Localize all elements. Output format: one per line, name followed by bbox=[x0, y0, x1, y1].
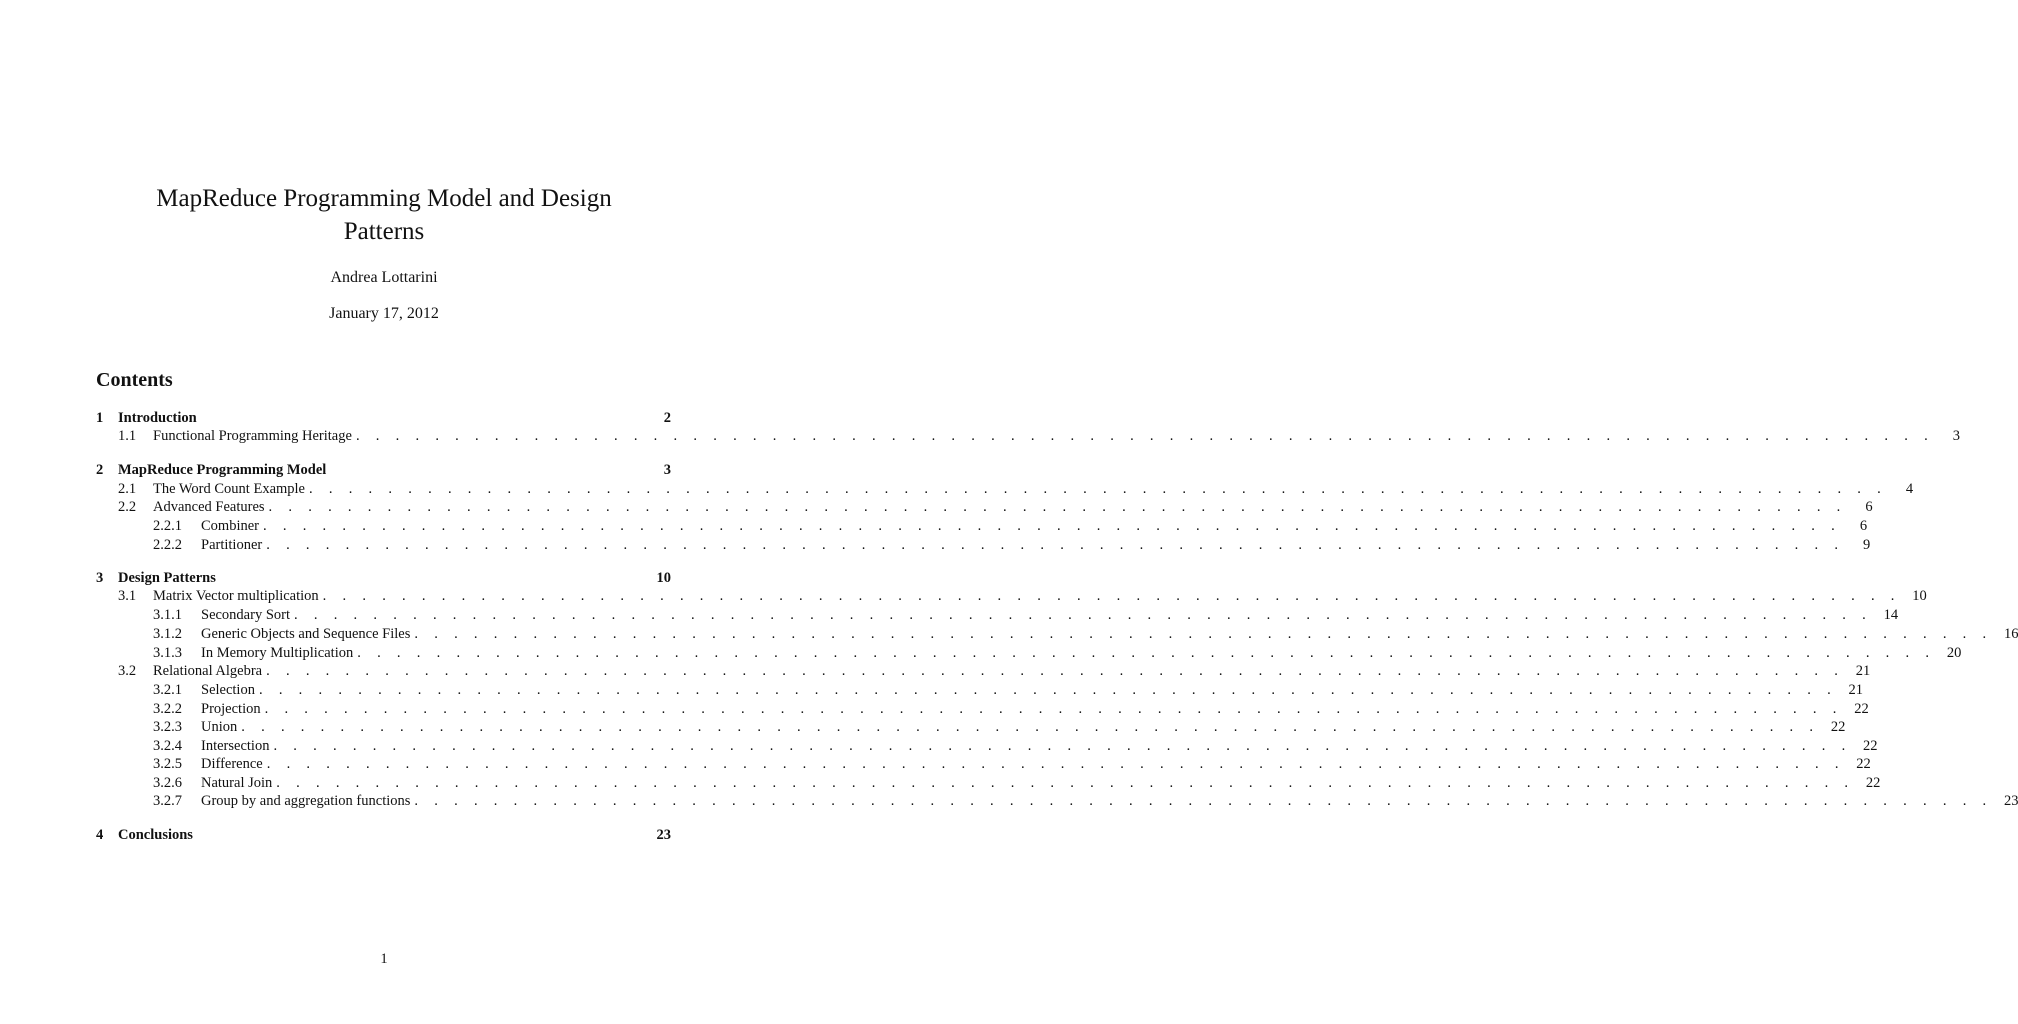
toc-entry-page: 10 bbox=[656, 570, 671, 586]
contents-heading: Contents bbox=[96, 369, 173, 391]
toc-entry-number: 3.1.2 bbox=[153, 626, 182, 642]
toc-entry-page: 9 bbox=[1863, 537, 1871, 553]
toc-entry[interactable] bbox=[96, 755, 1871, 774]
toc-dot-leader: . . . . . . . . . . . . . . . . . . . . . . . . . . . . . . . . . . . . . . . . . . . . . . . . . . . . . . . . . . . . . . . . . . . . . . . . . . . . . . . . bbox=[357, 645, 1936, 661]
toc-dot-leader: . . . . . . . . . . . . . . . . . . . . . . . . . . . . . . . . . . . . . . . . . . . . . . . . . . . . . . . . . . . . . . . . . . . . . . . . . . . . . . . . bbox=[266, 756, 1845, 772]
toc-entry-number: 3.2.5 bbox=[153, 756, 182, 772]
toc-entry-title: Generic Objects and Sequence Files bbox=[201, 625, 414, 644]
toc-entry-page: 6 bbox=[1859, 518, 1868, 534]
toc-dot-leader: . . . . . . . . . . . . . . . . . . . . . . . . . . . . . . . . . . . . . . . . . . . . . . . . . . . . . . . . . . . . . . . . . . . . . . . . . . . . . . . . bbox=[264, 701, 1843, 717]
toc-entry-number: 3.2.3 bbox=[153, 719, 182, 735]
toc-entry-number: 4 bbox=[96, 827, 104, 843]
toc-entry[interactable] bbox=[96, 536, 1871, 555]
toc-entry[interactable] bbox=[96, 700, 1869, 719]
toc-dot-leader: . . . . . . . . . . . . . . . . . . . . . . . . . . . . . . . . . . . . . . . . . . . . . . . . . . . . . . . . . . . . . . . . . . . . . . . . . . . . . . . . bbox=[241, 719, 1820, 735]
toc-entry-number: 3.2 bbox=[118, 663, 137, 679]
author-name: Andrea Lottarini bbox=[330, 269, 438, 286]
toc-entry-title: Intersection bbox=[201, 737, 273, 756]
toc-entry-number: 3 bbox=[96, 570, 104, 586]
toc-entry-page: 22 bbox=[1865, 775, 1881, 791]
toc-entry-page: 16 bbox=[2003, 626, 2018, 642]
toc-entry-number: 3.2.4 bbox=[153, 738, 182, 754]
toc-dot-leader: . . . . . . . . . . . . . . . . . . . . . . . . . . . . . . . . . . . . . . . . . . . . . . . . . . . . . . . . . . . . . . . . . . . . . . . . . . . . . . . . bbox=[276, 775, 1855, 791]
toc-entry-number: 3.2.2 bbox=[153, 701, 182, 717]
toc-entry-page: 21 bbox=[1855, 663, 1871, 679]
toc-entry[interactable] bbox=[96, 569, 671, 588]
toc-entry[interactable] bbox=[96, 737, 1878, 756]
toc-entry-page: 10 bbox=[1912, 588, 1927, 604]
toc-entry-title: Design Patterns bbox=[118, 569, 220, 588]
toc-entry-title: Projection bbox=[201, 700, 265, 719]
toc-dot-leader: . . . . . . . . . . . . . . . . . . . . . . . . . . . . . . . . . . . . . . . . . . . . . . . . . . . . . . . . . . . . . . . . . . . . . . . . . . . . . . . . bbox=[414, 793, 1993, 809]
toc-entry-page: 4 bbox=[1905, 481, 1914, 497]
toc-entry-title: In Memory Multiplication bbox=[201, 644, 357, 663]
toc-entry[interactable] bbox=[96, 826, 671, 845]
toc-dot-leader: . . . . . . . . . . . . . . . . . . . . . . . . . . . . . . . . . . . . . . . . . . . . . . . . . . . . . . . . . . . . . . . . . . . . . . . . . . . . . . . . bbox=[294, 607, 1873, 623]
toc-entry[interactable] bbox=[96, 427, 1961, 446]
toc-entry-title: Advanced Features bbox=[153, 498, 269, 517]
toc-entry-title: Union bbox=[201, 718, 241, 737]
toc-dot-leader: . . . . . . . . . . . . . . . . . . . . . . . . . . . . . . . . . . . . . . . . . . . . . . . . . . . . . . . . . . . . . . . . . . . . . . . . . . . . . . . . bbox=[263, 518, 1842, 534]
toc-entry-number: 3.1.1 bbox=[153, 607, 182, 623]
toc-entry[interactable] bbox=[96, 644, 1962, 663]
toc-entry-page: 3 bbox=[1952, 428, 1961, 444]
toc-entry-title: Combiner bbox=[201, 517, 263, 536]
toc-entry[interactable] bbox=[96, 517, 1868, 536]
toc-entry-page: 20 bbox=[1946, 645, 1962, 661]
toc-dot-leader: . . . . . . . . . . . . . . . . . . . . . . . . . . . . . . . . . . . . . . . . . . . . . . . . . . . . . . . . . . . . . . . . . . . . . . . . . . . . . . . . bbox=[266, 537, 1845, 553]
toc-dot-leader: . . . . . . . . . . . . . . . . . . . . . . . . . . . . . . . . . . . . . . . . . . . . . . . . . . . . . . . . . . . . . . . . . . . . . . . . . . . . . . . . bbox=[414, 626, 1993, 642]
toc-entry[interactable] bbox=[96, 792, 2018, 811]
toc-dot-leader: . . . . . . . . . . . . . . . . . . . . . . . . . . . . . . . . . . . . . . . . . . . . . . . . . . . . . . . . . . . . . . . . . . . . . . . . . . . . . . . . bbox=[309, 481, 1888, 497]
toc-entry-page: 23 bbox=[656, 827, 671, 843]
toc-entry-page: 14 bbox=[1883, 607, 1899, 623]
toc-entry-title: Group by and aggregation functions bbox=[201, 792, 414, 811]
toc-entry[interactable] bbox=[96, 681, 1864, 700]
toc-entry-number: 3.2.7 bbox=[153, 793, 182, 809]
toc-entry-page: 6 bbox=[1865, 499, 1873, 515]
paper-title-line-1: MapReduce Programming Model and Design bbox=[156, 185, 612, 212]
toc-dot-leader: . . . . . . . . . . . . . . . . . . . . . . . . . . . . . . . . . . . . . . . . . . . . . . . . . . . . . . . . . . . . . . . . . . . . . . . . . . . . . . . . bbox=[322, 588, 1901, 604]
toc-entry-page: 2 bbox=[663, 410, 671, 426]
toc-entry[interactable] bbox=[96, 718, 1846, 737]
toc-entry[interactable] bbox=[96, 461, 671, 480]
toc-dot-leader: . . . . . . . . . . . . . . . . . . . . . . . . . . . . . . . . . . . . . . . . . . . . . . . . . . . . . . . . . . . . . . . . . . . . . . . . . . . . . . . . bbox=[268, 499, 1847, 515]
toc-entry-page: 22 bbox=[1830, 719, 1846, 735]
toc-entry-page: 22 bbox=[1856, 756, 1871, 772]
toc-entry-title: Functional Programming Heritage bbox=[153, 427, 356, 446]
toc-entry-title: The Word Count Example bbox=[153, 480, 309, 499]
toc-entry[interactable] bbox=[96, 606, 1899, 625]
toc-entry[interactable] bbox=[96, 774, 1881, 793]
toc-entry-title: Matrix Vector multiplication bbox=[153, 587, 323, 606]
toc-entry-number: 2 bbox=[96, 462, 104, 478]
toc-entry-number: 2.2.2 bbox=[153, 537, 182, 553]
toc-entry-number: 2.2 bbox=[118, 499, 137, 515]
toc-entry[interactable] bbox=[96, 662, 1871, 681]
toc-entry[interactable] bbox=[96, 480, 1914, 499]
toc-entry-number: 3.1 bbox=[118, 588, 137, 604]
toc-entry-title: Difference bbox=[201, 755, 267, 774]
toc-dot-leader: . . . . . . . . . . . . . . . . . . . . . . . . . . . . . . . . . . . . . . . . . . . . . . . . . . . . . . . . . . . . . . . . . . . . . . . . . . . . . . . . bbox=[258, 682, 1838, 698]
toc-entry-title: Natural Join bbox=[201, 774, 276, 793]
toc-entry-title: Selection bbox=[201, 681, 259, 700]
toc-entry-page: 22 bbox=[1863, 738, 1878, 754]
toc-entry-number: 3.1.3 bbox=[153, 645, 182, 661]
toc-entry-title: Secondary Sort bbox=[201, 606, 294, 625]
toc-entry[interactable] bbox=[96, 625, 2018, 644]
toc-entry-number: 2.1 bbox=[118, 481, 137, 497]
toc-entry-title: MapReduce Programming Model bbox=[118, 461, 330, 480]
toc-dot-leader: . . . . . . . . . . . . . . . . . . . . . . . . . . . . . . . . . . . . . . . . . . . . . . . . . . . . . . . . . . . . . . . . . . . . . . . . . . . . . . . . bbox=[266, 663, 1845, 679]
toc-dot-leader: . . . . . . . . . . . . . . . . . . . . . . . . . . . . . . . . . . . . . . . . . . . . . . . . . . . . . . . . . . . . . . . . . . . . . . . . . . . . . . . . bbox=[273, 738, 1852, 754]
toc-entry-page: 3 bbox=[663, 462, 671, 478]
toc-entry-page: 21 bbox=[1848, 682, 1864, 698]
toc-entry-title: Partitioner bbox=[201, 536, 266, 555]
toc-entry-page: 23 bbox=[2003, 793, 2018, 809]
toc-entry[interactable] bbox=[96, 498, 1873, 517]
page-number: 1 bbox=[380, 951, 388, 967]
toc-entry[interactable] bbox=[96, 587, 1927, 606]
toc-entry-title: Relational Algebra bbox=[153, 662, 266, 681]
toc-entry-number: 1 bbox=[96, 410, 104, 426]
toc-entry-page: 22 bbox=[1854, 701, 1869, 717]
paper-title bbox=[0, 182, 768, 248]
toc-entry-title: Conclusions bbox=[118, 826, 197, 845]
toc-entry-number: 3.2.6 bbox=[153, 775, 182, 791]
toc-entry-number: 3.2.1 bbox=[153, 682, 182, 698]
toc-entry-number: 1.1 bbox=[118, 428, 137, 444]
toc-dot-leader: . . . . . . . . . . . . . . . . . . . . . . . . . . . . . . . . . . . . . . . . . . . . . . . . . . . . . . . . . . . . . . . . . . . . . . . . . . . . . . . . bbox=[355, 428, 1935, 444]
toc-entry[interactable] bbox=[96, 409, 671, 428]
publication-date: January 17, 2012 bbox=[329, 305, 439, 322]
paper-title-line-2: Patterns bbox=[343, 218, 425, 245]
toc-entry-title: Introduction bbox=[118, 409, 201, 428]
toc-entry-number: 2.2.1 bbox=[153, 518, 182, 534]
